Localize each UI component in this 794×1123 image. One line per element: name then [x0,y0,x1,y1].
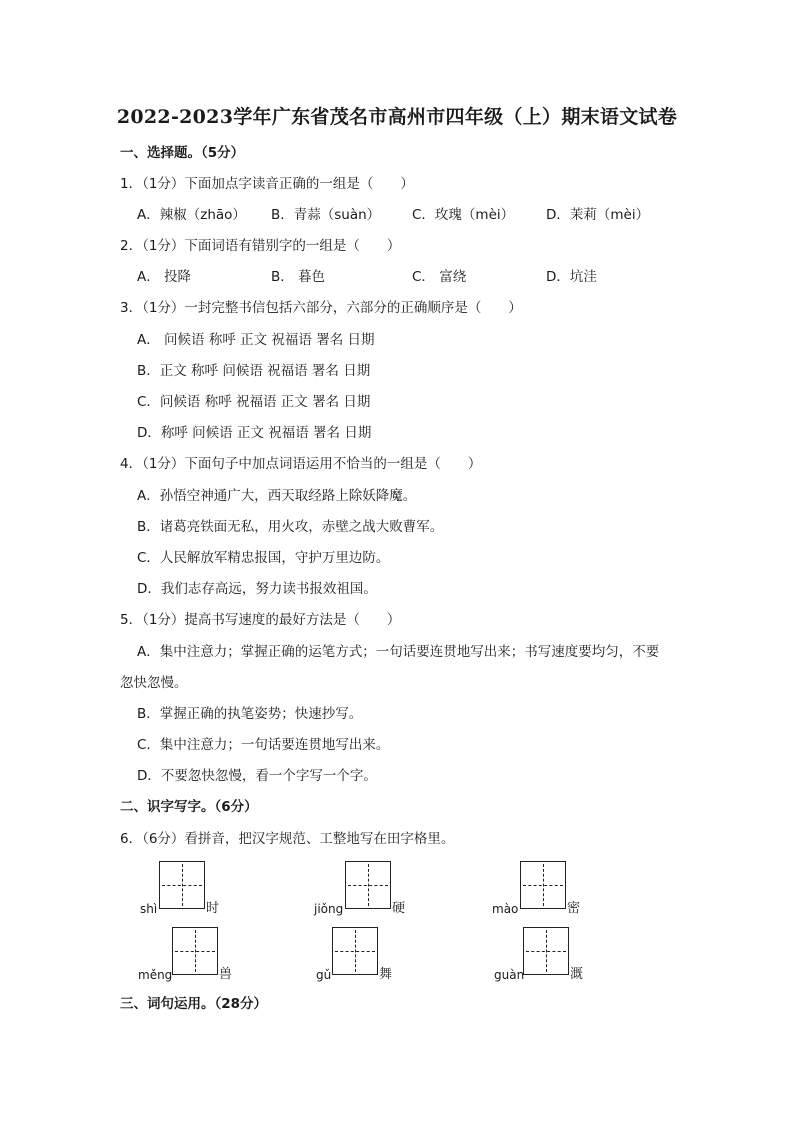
tianzige-box[interactable] [520,861,566,909]
question-1-option-c[interactable]: C．玫瑰（mèi） [412,207,515,223]
pinyin-label: měng [138,968,173,982]
question-1-option-a[interactable]: A．辣椒（zhāo） [137,207,246,223]
writing-grid-item-6 [494,927,594,987]
question-4-option-a[interactable]: A．孙悟空神通广大，西天取经路上除妖降魔。 [137,488,417,504]
target-character: 硬 [392,901,406,916]
question-5-option-d[interactable]: D．不要忽快忽慢，看一个字写一个字。 [137,768,377,784]
question-2-option-a[interactable]: A． 投降 [137,269,192,285]
question-4-option-d[interactable]: D．我们志存高远，努力读书报效祖国。 [137,581,377,597]
question-2-option-d[interactable]: D．坑洼 [546,269,597,285]
question-5-stem: 5．（1分）提高书写速度的最好方法是（ ） [120,612,401,628]
question-5-option-a-continued: 忽快忽慢。 [120,675,188,691]
question-3-stem: 3．（1分）一封完整书信包括六部分，六部分的正确顺序是（ ） [120,300,522,316]
question-4-option-c[interactable]: C．人民解放军精忠报国，守护万里边防。 [137,550,390,566]
question-5-option-c[interactable]: C．集中注意力；一句话要连贯地写出来。 [137,737,390,753]
target-character: 时 [206,901,220,916]
question-1-option-d[interactable]: D．茉莉（mèi） [546,207,650,223]
question-3-option-a[interactable]: A． 问候语 称呼 正文 祝福语 署名 日期 [137,332,375,348]
tianzige-box[interactable] [345,861,391,909]
section-heading-writing: 二、识字写字。（6分） [120,799,258,815]
question-3-option-d[interactable]: D．称呼 问候语 正文 祝福语 署名 日期 [137,425,372,441]
writing-grid-item-1 [140,861,230,921]
writing-grid-item-5 [316,927,416,987]
target-character: 兽 [219,967,233,982]
pinyin-label: mào [492,902,519,916]
pinyin-label: gǔ [316,968,332,982]
question-1-option-b[interactable]: B．青蒜（suàn） [271,207,381,223]
question-2-option-c[interactable]: C． 富绕 [412,269,467,285]
question-4-option-b[interactable]: B．诸葛亮铁面无私，用火攻，赤壁之战大败曹军。 [137,519,444,535]
writing-grid-item-4 [138,927,238,987]
target-character: 密 [567,901,581,916]
section-heading-usage: 三、词句运用。（28分） [120,996,268,1012]
pinyin-label: jiǒng [314,902,344,916]
tianzige-box[interactable] [332,927,378,975]
section-heading-choice: 一、选择题。（5分） [120,145,245,161]
question-2-stem: 2．（1分）下面词语有错别字的一组是（ ） [120,238,401,254]
target-character: 溉 [570,967,584,982]
question-6-stem: 6．（6分）看拼音，把汉字规范、工整地写在田字格里。 [120,831,455,847]
question-4-stem: 4．（1分）下面句子中加点词语运用不恰当的一组是（ ） [120,456,482,472]
target-character: 舞 [379,967,393,982]
tianzige-box[interactable] [523,927,569,975]
question-1-stem: 1．（1分）下面加点字读音正确的一组是（ ） [120,176,414,192]
pinyin-label: shì [140,902,158,916]
question-5-option-b[interactable]: B．掌握正确的执笔姿势；快速抄写。 [137,706,363,722]
question-3-option-c[interactable]: C．问候语 称呼 祝福语 正文 署名 日期 [137,394,371,410]
tianzige-box[interactable] [159,861,205,909]
exam-title: 2022-2023学年广东省茂名市高州市四年级（上）期末语文试卷 [116,106,678,128]
question-2-option-b[interactable]: B． 暮色 [271,269,326,285]
question-3-option-b[interactable]: B．正文 称呼 问候语 祝福语 署名 日期 [137,363,371,379]
pinyin-label: guàn [494,968,525,982]
writing-grid-item-2 [314,861,414,921]
tianzige-box[interactable] [172,927,218,975]
writing-grid-item-3 [492,861,592,921]
question-5-option-a[interactable]: A．集中注意力；掌握正确的运笔方式；一句话要连贯地写出来；书写速度要均匀，不要 [137,644,660,660]
